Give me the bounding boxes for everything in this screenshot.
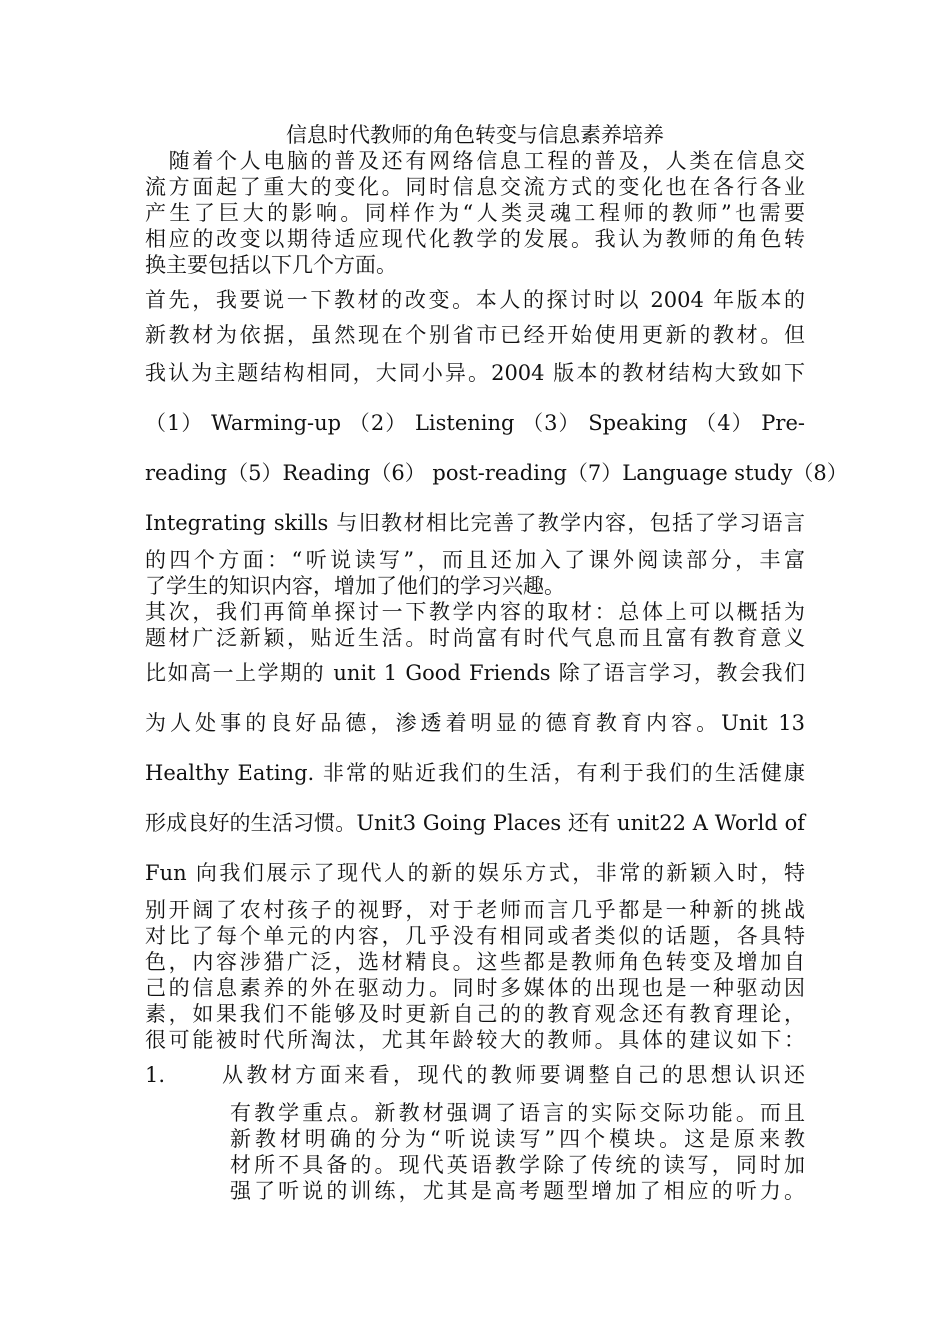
para1-line-5: 换主要包括以下几个方面。: [145, 253, 397, 277]
para3-line-11: 己的信息素养的外在驱动力。同时多媒体的出现也是一种驱动因: [145, 976, 805, 1000]
para2-line-5: reading（5）Reading（6） post-reading（7）Language study（8）: [145, 461, 848, 485]
list-item-number: 1.: [145, 1063, 166, 1087]
para3-line-10: 色，内容涉猎广泛，选材精良。这些都是教师角色转变及增加自: [145, 950, 805, 974]
list-item-line-5: 强了听说的训练，尤其是高考题型增加了相应的听力。: [230, 1179, 805, 1203]
para2-line-2: 新教材为依据，虽然现在个别省市已经开始使用更新的教材。但: [145, 323, 805, 347]
para3-line-4: 为人处事的良好品德，渗透着明显的德育教育内容。Unit 13: [145, 711, 805, 735]
para3-line-3: 比如高一上学期的 unit 1 Good Friends 除了语言学习，教会我们: [145, 661, 805, 685]
para1-line-2: 流方面起了重大的变化。同时信息交流方式的变化也在各行各业: [145, 175, 805, 199]
para1-line-4: 相应的改变以期待适应现代化教学的发展。我认为教师的角色转: [145, 227, 805, 251]
document-title: 信息时代教师的角色转变与信息素养培养: [286, 123, 664, 147]
para3-line-1: 其次，我们再简单探讨一下教学内容的取材：总体上可以概括为: [145, 600, 805, 624]
para3-line-12: 素，如果我们不能够及时更新自己的的教育观念还有教育理论，: [145, 1002, 805, 1026]
para2-line-7: 的四个方面：“听说读写”，而且还加入了课外阅读部分，丰富: [145, 548, 805, 572]
para1-line-3: 产生了巨大的影响。同样作为“人类灵魂工程师的教师”也需要: [145, 201, 805, 225]
para2-line-6: Integrating skills 与旧教材相比完善了教学内容，包括了学习语言: [145, 511, 805, 535]
list-item-line-3: 新教材明确的分为“听说读写”四个模块。这是原来教: [230, 1127, 805, 1151]
para3-line-5: Healthy Eating. 非常的贴近我们的生活，有利于我们的生活健康: [145, 761, 805, 785]
para1-line-1: 随着个人电脑的普及还有网络信息工程的普及，人类在信息交: [145, 149, 805, 173]
para3-line-6: 形成良好的生活习惯。Unit3 Going Places 还有 unit22 A World of: [145, 811, 805, 835]
list-item-line-4: 材所不具备的。现代英语教学除了传统的读写，同时加: [230, 1153, 805, 1177]
list-item-line-2: 有教学重点。新教材强调了语言的实际交际功能。而且: [230, 1101, 805, 1125]
para2-line-1: 首先，我要说一下教材的改变。本人的探讨时以 2004 年版本的: [145, 288, 805, 312]
para3-line-13: 很可能被时代所淘汰，尤其年龄较大的教师。具体的建议如下：: [145, 1028, 805, 1052]
para3-line-9: 对比了每个单元的内容，几乎没有相同或者类似的话题，各具特: [145, 924, 805, 948]
para3-line-2: 题材广泛新颖，贴近生活。时尚富有时代气息而且富有教育意义: [145, 626, 805, 650]
list-item-first-line: 从教材方面来看，现代的教师要调整自己的思想认识还: [222, 1063, 805, 1087]
para2-line-3: 我认为主题结构相同，大同小异。2004 版本的教材结构大致如下: [145, 361, 805, 385]
para3-line-7: Fun 向我们展示了现代人的新的娱乐方式，非常的新颖入时，特: [145, 861, 805, 885]
para2-line-8: 了学生的知识内容，增加了他们的学习兴趣。: [145, 574, 565, 598]
para3-line-8: 别开阔了农村孩子的视野，对于老师而言几乎都是一种新的挑战: [145, 898, 805, 922]
para2-line-4: （1） Warming-up （2） Listening （3） Speaking （4） Pre-: [145, 411, 805, 435]
